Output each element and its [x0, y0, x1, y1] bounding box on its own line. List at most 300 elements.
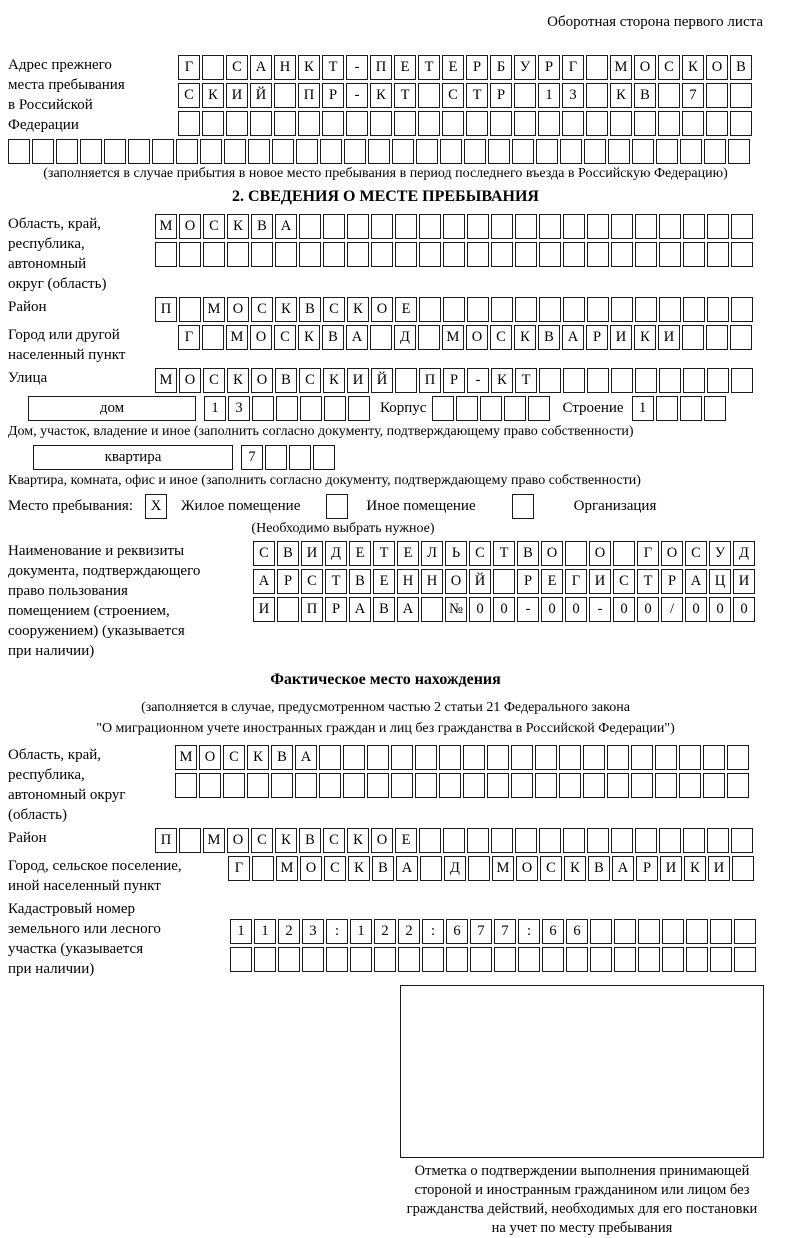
char-box[interactable]	[584, 139, 606, 164]
char-box[interactable]	[302, 947, 324, 972]
char-box[interactable]	[614, 919, 636, 944]
char-box[interactable]	[467, 214, 489, 239]
char-box[interactable]: Т	[325, 569, 347, 594]
char-box[interactable]	[320, 139, 342, 164]
char-box[interactable]: /	[661, 597, 683, 622]
char-box[interactable]: Г	[228, 856, 250, 881]
char-box[interactable]	[632, 139, 654, 164]
char-box[interactable]	[223, 773, 245, 798]
char-box[interactable]	[659, 214, 681, 239]
char-box[interactable]	[559, 773, 581, 798]
char-box[interactable]: М	[155, 214, 177, 239]
char-box[interactable]: 0	[733, 597, 755, 622]
char-box[interactable]: О	[706, 55, 728, 80]
char-box[interactable]: 0	[541, 597, 563, 622]
char-box[interactable]	[659, 297, 681, 322]
char-box[interactable]	[583, 773, 605, 798]
char-box[interactable]: С	[274, 325, 296, 350]
char-box[interactable]: О	[516, 856, 538, 881]
factual-oblast-row2[interactable]	[175, 773, 749, 798]
char-box[interactable]	[419, 828, 441, 853]
char-box[interactable]: 1	[230, 919, 252, 944]
char-box[interactable]: Е	[442, 55, 464, 80]
char-box[interactable]	[298, 111, 320, 136]
char-box[interactable]	[278, 947, 300, 972]
char-box[interactable]: Т	[637, 569, 659, 594]
char-box[interactable]	[539, 214, 561, 239]
char-box[interactable]	[515, 828, 537, 853]
char-box[interactable]	[565, 541, 587, 566]
char-box[interactable]: А	[397, 597, 419, 622]
char-box[interactable]: Г	[178, 55, 200, 80]
char-box[interactable]	[247, 773, 269, 798]
char-box[interactable]	[322, 111, 344, 136]
char-box[interactable]: 1	[632, 396, 654, 421]
char-box[interactable]	[398, 947, 420, 972]
char-box[interactable]	[463, 745, 485, 770]
char-box[interactable]	[563, 368, 585, 393]
char-box[interactable]	[276, 396, 298, 421]
dom-cells[interactable]	[204, 396, 370, 421]
char-box[interactable]	[587, 297, 609, 322]
char-box[interactable]	[347, 242, 369, 267]
char-box[interactable]	[683, 828, 705, 853]
char-box[interactable]	[419, 214, 441, 239]
char-box[interactable]	[706, 325, 728, 350]
char-box[interactable]	[443, 828, 465, 853]
char-box[interactable]	[202, 325, 224, 350]
char-box[interactable]	[707, 242, 729, 267]
char-box[interactable]: С	[323, 828, 345, 853]
char-box[interactable]	[155, 242, 177, 267]
char-box[interactable]: Е	[373, 569, 395, 594]
char-box[interactable]: 3	[562, 83, 584, 108]
char-box[interactable]: Р	[466, 55, 488, 80]
char-box[interactable]	[587, 214, 609, 239]
char-box[interactable]: П	[370, 55, 392, 80]
char-box[interactable]	[727, 773, 749, 798]
char-box[interactable]	[467, 242, 489, 267]
char-box[interactable]	[638, 919, 660, 944]
char-box[interactable]	[175, 773, 197, 798]
document-row2[interactable]	[253, 569, 755, 594]
char-box[interactable]	[272, 139, 294, 164]
char-box[interactable]	[350, 947, 372, 972]
char-box[interactable]	[512, 139, 534, 164]
char-box[interactable]	[611, 297, 633, 322]
char-box[interactable]: 7	[241, 445, 263, 470]
char-box[interactable]: И	[660, 856, 682, 881]
char-box[interactable]: Н	[274, 55, 296, 80]
korpus-cells[interactable]	[432, 396, 550, 421]
char-box[interactable]	[635, 368, 657, 393]
char-box[interactable]	[80, 139, 102, 164]
char-box[interactable]: А	[253, 569, 275, 594]
char-box[interactable]	[343, 773, 365, 798]
oblast-row1[interactable]	[155, 214, 753, 239]
char-box[interactable]	[394, 111, 416, 136]
char-box[interactable]: К	[298, 325, 320, 350]
char-box[interactable]	[203, 242, 225, 267]
char-box[interactable]: -	[589, 597, 611, 622]
char-box[interactable]	[704, 139, 726, 164]
char-box[interactable]	[176, 139, 198, 164]
char-box[interactable]: С	[324, 856, 346, 881]
char-box[interactable]	[656, 139, 678, 164]
char-box[interactable]: Й	[371, 368, 393, 393]
char-box[interactable]: Д	[444, 856, 466, 881]
char-box[interactable]: С	[251, 828, 273, 853]
char-box[interactable]	[487, 773, 509, 798]
char-box[interactable]	[254, 947, 276, 972]
char-box[interactable]	[731, 297, 753, 322]
char-box[interactable]: -	[467, 368, 489, 393]
char-box[interactable]	[419, 242, 441, 267]
char-box[interactable]	[289, 445, 311, 470]
char-box[interactable]	[635, 297, 657, 322]
char-box[interactable]	[679, 773, 701, 798]
char-box[interactable]	[439, 745, 461, 770]
prev-address-row2[interactable]	[178, 83, 752, 108]
char-box[interactable]	[491, 214, 513, 239]
char-box[interactable]: И	[708, 856, 730, 881]
char-box[interactable]	[456, 396, 478, 421]
char-box[interactable]: Ь	[445, 541, 467, 566]
char-box[interactable]: Т	[373, 541, 395, 566]
char-box[interactable]: О	[466, 325, 488, 350]
char-box[interactable]: К	[348, 856, 370, 881]
char-box[interactable]	[391, 745, 413, 770]
char-box[interactable]	[659, 828, 681, 853]
char-box[interactable]: М	[610, 55, 632, 80]
char-box[interactable]	[703, 773, 725, 798]
checkbox-zhiloe[interactable]: X	[145, 494, 167, 519]
char-box[interactable]: Е	[394, 55, 416, 80]
char-box[interactable]	[635, 242, 657, 267]
char-box[interactable]: 3	[228, 396, 250, 421]
char-box[interactable]: К	[323, 368, 345, 393]
prev-address-row1[interactable]	[178, 55, 752, 80]
char-box[interactable]	[395, 242, 417, 267]
char-box[interactable]: К	[275, 828, 297, 853]
char-box[interactable]: :	[422, 919, 444, 944]
char-box[interactable]	[706, 111, 728, 136]
char-box[interactable]: Р	[517, 569, 539, 594]
char-box[interactable]	[611, 214, 633, 239]
char-box[interactable]	[514, 83, 536, 108]
char-box[interactable]	[655, 745, 677, 770]
char-box[interactable]: В	[730, 55, 752, 80]
char-box[interactable]: А	[612, 856, 634, 881]
char-box[interactable]	[686, 919, 708, 944]
char-box[interactable]	[299, 242, 321, 267]
char-box[interactable]: О	[445, 569, 467, 594]
char-box[interactable]	[590, 947, 612, 972]
char-box[interactable]	[467, 828, 489, 853]
char-box[interactable]: Т	[493, 541, 515, 566]
char-box[interactable]: К	[610, 83, 632, 108]
char-box[interactable]: К	[227, 368, 249, 393]
char-box[interactable]: С	[251, 297, 273, 322]
char-box[interactable]: О	[371, 828, 393, 853]
char-box[interactable]	[727, 745, 749, 770]
char-box[interactable]	[566, 947, 588, 972]
char-box[interactable]	[731, 214, 753, 239]
char-box[interactable]: К	[491, 368, 513, 393]
char-box[interactable]	[295, 773, 317, 798]
char-box[interactable]: В	[251, 214, 273, 239]
char-box[interactable]	[374, 947, 396, 972]
char-box[interactable]: Г	[178, 325, 200, 350]
char-box[interactable]	[8, 139, 30, 164]
char-box[interactable]: 7	[494, 919, 516, 944]
char-box[interactable]	[443, 297, 465, 322]
char-box[interactable]: К	[684, 856, 706, 881]
char-box[interactable]: Й	[469, 569, 491, 594]
char-box[interactable]	[707, 828, 729, 853]
kadastr-row2[interactable]	[230, 947, 756, 972]
char-box[interactable]	[415, 745, 437, 770]
char-box[interactable]	[128, 139, 150, 164]
char-box[interactable]: О	[661, 541, 683, 566]
char-box[interactable]	[439, 773, 461, 798]
char-box[interactable]	[480, 396, 502, 421]
factual-oblast-row1[interactable]	[175, 745, 749, 770]
char-box[interactable]	[659, 368, 681, 393]
char-box[interactable]	[679, 745, 701, 770]
char-box[interactable]	[416, 139, 438, 164]
char-box[interactable]	[179, 242, 201, 267]
char-box[interactable]: 0	[493, 597, 515, 622]
document-row3[interactable]	[253, 597, 755, 622]
char-box[interactable]: Р	[443, 368, 465, 393]
char-box[interactable]	[731, 242, 753, 267]
char-box[interactable]	[367, 745, 389, 770]
char-box[interactable]	[419, 297, 441, 322]
char-box[interactable]: В	[634, 83, 656, 108]
char-box[interactable]	[613, 541, 635, 566]
char-box[interactable]	[730, 325, 752, 350]
prev-address-row4[interactable]	[8, 139, 763, 164]
char-box[interactable]: О	[199, 745, 221, 770]
char-box[interactable]	[395, 214, 417, 239]
char-box[interactable]	[252, 396, 274, 421]
char-box[interactable]	[535, 773, 557, 798]
char-box[interactable]: И	[253, 597, 275, 622]
char-box[interactable]	[493, 569, 515, 594]
char-box[interactable]: К	[682, 55, 704, 80]
char-box[interactable]: Е	[395, 297, 417, 322]
char-box[interactable]: Т	[394, 83, 416, 108]
char-box[interactable]: Т	[322, 55, 344, 80]
char-box[interactable]: М	[276, 856, 298, 881]
char-box[interactable]	[586, 111, 608, 136]
char-box[interactable]	[683, 297, 705, 322]
char-box[interactable]	[658, 83, 680, 108]
char-box[interactable]	[539, 828, 561, 853]
char-box[interactable]	[250, 111, 272, 136]
char-box[interactable]	[421, 597, 443, 622]
char-box[interactable]	[563, 297, 585, 322]
char-box[interactable]: И	[610, 325, 632, 350]
char-box[interactable]: 0	[637, 597, 659, 622]
char-box[interactable]	[491, 828, 513, 853]
char-box[interactable]	[442, 111, 464, 136]
char-box[interactable]: Л	[421, 541, 443, 566]
kvartira-cells[interactable]	[241, 445, 335, 470]
checkbox-inoe[interactable]	[326, 494, 348, 519]
char-box[interactable]	[587, 828, 609, 853]
char-box[interactable]: 7	[682, 83, 704, 108]
factual-gorod-row[interactable]	[228, 856, 754, 881]
char-box[interactable]	[56, 139, 78, 164]
char-box[interactable]	[611, 242, 633, 267]
char-box[interactable]: Т	[515, 368, 537, 393]
char-box[interactable]: И	[658, 325, 680, 350]
char-box[interactable]: М	[155, 368, 177, 393]
char-box[interactable]	[440, 139, 462, 164]
char-box[interactable]	[347, 214, 369, 239]
char-box[interactable]: И	[347, 368, 369, 393]
char-box[interactable]	[271, 773, 293, 798]
char-box[interactable]: А	[275, 214, 297, 239]
char-box[interactable]	[491, 297, 513, 322]
char-box[interactable]	[559, 745, 581, 770]
char-box[interactable]: А	[349, 597, 371, 622]
rayon-row[interactable]	[155, 297, 753, 322]
char-box[interactable]	[230, 947, 252, 972]
char-box[interactable]	[560, 139, 582, 164]
char-box[interactable]: К	[347, 297, 369, 322]
char-box[interactable]: О	[179, 214, 201, 239]
char-box[interactable]	[464, 139, 486, 164]
char-box[interactable]	[539, 297, 561, 322]
char-box[interactable]	[468, 856, 490, 881]
char-box[interactable]	[587, 242, 609, 267]
char-box[interactable]	[731, 368, 753, 393]
char-box[interactable]: И	[589, 569, 611, 594]
char-box[interactable]: В	[372, 856, 394, 881]
char-box[interactable]	[515, 214, 537, 239]
char-box[interactable]: В	[322, 325, 344, 350]
char-box[interactable]: Е	[397, 541, 419, 566]
char-box[interactable]	[511, 773, 533, 798]
char-box[interactable]	[586, 55, 608, 80]
char-box[interactable]	[730, 111, 752, 136]
char-box[interactable]	[538, 111, 560, 136]
char-box[interactable]: Р	[277, 569, 299, 594]
char-box[interactable]	[202, 111, 224, 136]
char-box[interactable]: №	[445, 597, 467, 622]
char-box[interactable]: Н	[421, 569, 443, 594]
char-box[interactable]: В	[299, 297, 321, 322]
char-box[interactable]: 0	[709, 597, 731, 622]
char-box[interactable]: 2	[398, 919, 420, 944]
char-box[interactable]	[703, 745, 725, 770]
char-box[interactable]	[631, 773, 653, 798]
checkbox-organizatsiya[interactable]	[512, 494, 534, 519]
char-box[interactable]	[590, 919, 612, 944]
char-box[interactable]: О	[227, 297, 249, 322]
char-box[interactable]	[535, 745, 557, 770]
char-box[interactable]	[391, 773, 413, 798]
char-box[interactable]	[252, 856, 274, 881]
char-box[interactable]	[539, 242, 561, 267]
char-box[interactable]: Д	[394, 325, 416, 350]
char-box[interactable]	[511, 745, 533, 770]
char-box[interactable]	[487, 745, 509, 770]
char-box[interactable]	[607, 745, 629, 770]
char-box[interactable]	[178, 111, 200, 136]
char-box[interactable]: П	[298, 83, 320, 108]
char-box[interactable]: П	[155, 297, 177, 322]
char-box[interactable]: О	[589, 541, 611, 566]
char-box[interactable]: Е	[395, 828, 417, 853]
char-box[interactable]	[251, 242, 273, 267]
char-box[interactable]	[32, 139, 54, 164]
char-box[interactable]: 0	[469, 597, 491, 622]
char-box[interactable]: 1	[254, 919, 276, 944]
char-box[interactable]	[470, 947, 492, 972]
char-box[interactable]: О	[541, 541, 563, 566]
char-box[interactable]	[655, 773, 677, 798]
char-box[interactable]	[528, 396, 550, 421]
char-box[interactable]	[732, 856, 754, 881]
char-box[interactable]	[199, 773, 221, 798]
char-box[interactable]: 6	[446, 919, 468, 944]
char-box[interactable]: -	[346, 83, 368, 108]
char-box[interactable]	[635, 214, 657, 239]
char-box[interactable]	[562, 111, 584, 136]
char-box[interactable]: О	[371, 297, 393, 322]
char-box[interactable]: Г	[562, 55, 584, 80]
char-box[interactable]: Д	[733, 541, 755, 566]
char-box[interactable]	[494, 947, 516, 972]
char-box[interactable]: А	[685, 569, 707, 594]
char-box[interactable]	[730, 83, 752, 108]
char-box[interactable]: О	[250, 325, 272, 350]
char-box[interactable]	[463, 773, 485, 798]
char-box[interactable]: С	[442, 83, 464, 108]
prev-address-row3[interactable]	[178, 111, 752, 136]
char-box[interactable]: У	[514, 55, 536, 80]
char-box[interactable]	[707, 368, 729, 393]
char-box[interactable]	[466, 111, 488, 136]
char-box[interactable]	[706, 83, 728, 108]
char-box[interactable]	[367, 773, 389, 798]
char-box[interactable]: М	[226, 325, 248, 350]
char-box[interactable]	[490, 111, 512, 136]
char-box[interactable]: К	[514, 325, 536, 350]
char-box[interactable]: С	[203, 214, 225, 239]
char-box[interactable]: 6	[566, 919, 588, 944]
char-box[interactable]	[326, 947, 348, 972]
char-box[interactable]: Т	[466, 83, 488, 108]
char-box[interactable]	[179, 297, 201, 322]
char-box[interactable]	[583, 745, 605, 770]
char-box[interactable]	[504, 396, 526, 421]
char-box[interactable]: К	[564, 856, 586, 881]
stroenie-cells[interactable]	[632, 396, 726, 421]
char-box[interactable]	[710, 947, 732, 972]
char-box[interactable]	[371, 214, 393, 239]
char-box[interactable]: М	[442, 325, 464, 350]
char-box[interactable]: 0	[565, 597, 587, 622]
char-box[interactable]: А	[562, 325, 584, 350]
char-box[interactable]: В	[299, 828, 321, 853]
char-box[interactable]	[343, 745, 365, 770]
char-box[interactable]	[104, 139, 126, 164]
